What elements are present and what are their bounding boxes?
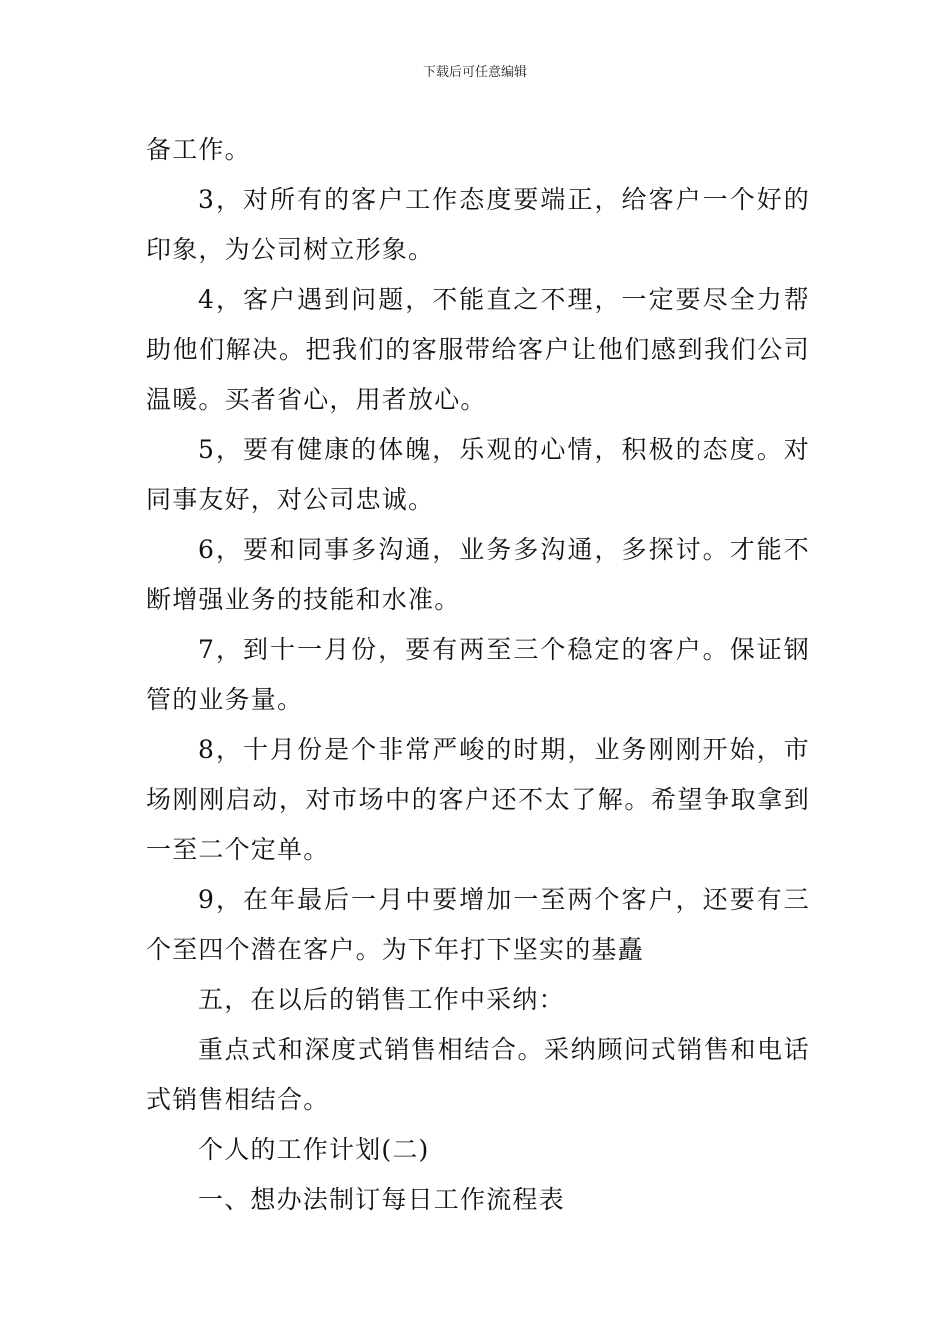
paragraph-item-9: 9，在年最后一月中要增加一至两个客户，还要有三个至四个潜在客户。为下年打下坚实的基矗: [146, 885, 810, 964]
paragraph-sales-method: 重点式和深度式销售相结合。采纳顾问式销售和电话式销售相结合。: [146, 1035, 810, 1114]
paragraph-item-4: 4，客户遇到问题，不能直之不理，一定要尽全力帮助他们解决。把我们的客服带给客户让他们感到我们公司温暖。买者省心，用者放心。: [146, 285, 810, 414]
paragraph-continuation: 备工作。: [146, 135, 251, 164]
paragraph-item-6: 6，要和同事多沟通，业务多沟通，多探讨。才能不断增强业务的技能和水准。: [146, 535, 810, 614]
section-heading-five: 五，在以后的销售工作中采纳：: [198, 985, 565, 1014]
page-header: 下载后可任意编辑: [422, 65, 527, 80]
section-heading-one: 一、想办法制订每日工作流程表: [198, 1185, 565, 1214]
paragraph-item-3: 3，对所有的客户工作态度要端正，给客户一个好的印象，为公司树立形象。: [146, 185, 810, 264]
document-body: [146, 125, 810, 1225]
paragraph-item-7: 7，到十一月份，要有两至三个稳定的客户。保证钢管的业务量。: [146, 635, 810, 714]
paragraph-item-8: 8，十月份是个非常严峻的时期，业务刚刚开始，市场刚刚启动，对市场中的客户还不太了解。希望争取拿到一至二个定单。: [146, 735, 810, 864]
section-title-plan-two: 个人的工作计划(二): [198, 1135, 430, 1164]
paragraph-item-5: 5，要有健康的体魄，乐观的心情，积极的态度。对同事友好，对公司忠诚。: [146, 435, 810, 514]
